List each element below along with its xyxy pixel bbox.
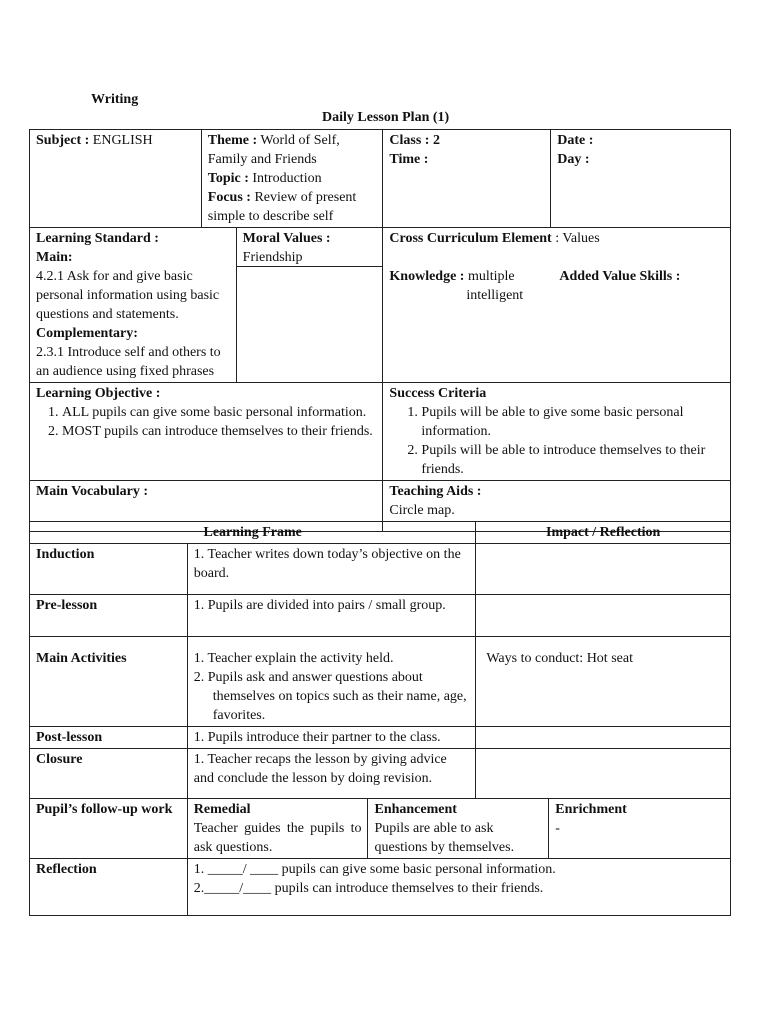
cce-value: : Values — [555, 231, 600, 246]
prelesson-text: 1. Pupils are divided into pairs / small group. — [187, 595, 476, 637]
main-standard-text: 4.2.1 Ask for and give basic personal information using basic questions and statements. — [36, 269, 220, 322]
main-vocabulary-label: Main Vocabulary : — [36, 484, 149, 499]
remedial-label: Remedial — [193, 802, 251, 817]
knowledge-value: multiple — [467, 269, 515, 284]
focus-label: Focus : — [207, 190, 251, 205]
knowledge-label: Knowledge : — [389, 269, 465, 284]
learning-objective-cell — [30, 383, 383, 481]
theme-cell — [201, 130, 383, 228]
induction-label: Induction — [30, 544, 188, 595]
induction-text: 1. Teacher writes down today’s objective on the board. — [187, 544, 476, 595]
main-activity-step: 2. Pupils ask and answer questions about — [193, 670, 423, 685]
added-value-skills-label: Added Value Skills : — [559, 269, 681, 284]
subject-label: Subject : — [36, 133, 90, 148]
theme-label: Theme : — [207, 133, 258, 148]
induction-impact — [476, 544, 731, 595]
knowledge-value-cont: intelligent — [466, 288, 524, 303]
date-label: Date : — [557, 133, 594, 148]
day-label: Day : — [557, 152, 590, 167]
learning-objective-label: Learning Objective : — [36, 386, 161, 401]
criteria-item: 2. Pupils will be able to introduce themselves to their friends. — [421, 441, 724, 479]
subject-cell — [30, 130, 202, 228]
main-standard-label: Main: — [36, 250, 73, 265]
teaching-aids-label: Teaching Aids : — [389, 484, 482, 499]
closure-label: Closure — [30, 749, 188, 799]
time-label: Time : — [389, 152, 429, 167]
document-title: Daily Lesson Plan (1) — [322, 110, 450, 125]
enrichment-label: Enrichment — [555, 802, 627, 817]
class-time-cell — [383, 130, 551, 228]
post-lesson-text: 1. Pupils introduce their partner to the class. — [187, 727, 476, 749]
remedial-cell — [187, 799, 368, 859]
lesson-info-table — [29, 129, 731, 532]
prelesson-label: Pre-lesson — [30, 595, 188, 637]
teaching-aids-text: Circle map. — [389, 503, 455, 518]
remedial-text: Teacher guides the pupils to ask questions. — [193, 821, 362, 855]
subject-value: ENGLISH — [92, 133, 153, 148]
learning-frame-table — [29, 521, 731, 916]
topic-value: Introduction — [252, 171, 322, 186]
learning-standard-label: Learning Standard : — [36, 231, 159, 246]
enhancement-label: Enhancement — [374, 802, 457, 817]
section-label: Writing — [91, 92, 139, 107]
cce-label: Cross Curriculum Element — [389, 231, 552, 246]
main-activity-step-cont: themselves on topics such as their name, age, favorites. — [212, 689, 467, 723]
main-activities-cell — [187, 637, 476, 727]
objective-item: 2. MOST pupils can introduce themselves to their friends. — [62, 422, 376, 441]
enhancement-text: Pupils are able to ask questions by themselves. — [374, 821, 515, 855]
closure-impact — [476, 749, 731, 799]
main-activity-step: 1. Teacher explain the activity held. — [193, 651, 394, 666]
moral-values-label: Moral Values : — [242, 231, 331, 246]
complementary-label: Complementary: — [36, 326, 138, 341]
success-criteria-cell — [383, 383, 731, 481]
learning-frame-header: Learning Frame — [30, 522, 476, 544]
enrichment-cell — [549, 799, 731, 859]
moral-values-text: Friendship — [242, 250, 303, 265]
focus-value: Review of present simple to describe self — [207, 190, 357, 224]
followup-label: Pupil’s follow-up work — [30, 799, 188, 859]
reflection-line: 1. _____/ ____ pupils can give some basic personal information. — [193, 862, 556, 877]
closure-text: 1. Teacher recaps the lesson by giving advice and conclude the lesson by doing revision. — [187, 749, 476, 799]
enhancement-cell — [368, 799, 549, 859]
success-criteria-label: Success Criteria — [389, 386, 487, 401]
main-activities-impact: Ways to conduct: Hot seat — [476, 637, 731, 727]
theme-value: World of Self, Family and Friends — [207, 133, 340, 167]
main-activities-label: Main Activities — [30, 637, 188, 727]
class-label: Class : 2 — [389, 133, 440, 148]
complementary-text: 2.3.1 Introduce self and others to an audience using fixed phrases — [36, 345, 221, 379]
reflection-label: Reflection — [30, 859, 188, 916]
objective-item: 1. ALL pupils can give some basic personal information. — [62, 403, 376, 422]
enrichment-text: - — [555, 821, 560, 836]
date-day-cell — [551, 130, 731, 228]
learning-standard-cell — [30, 228, 237, 383]
impact-reflection-header: Impact / Reflection — [476, 522, 731, 544]
post-lesson-label: Post-lesson — [30, 727, 188, 749]
reflection-line: 2._____/____ pupils can introduce themselves to their friends. — [193, 881, 544, 896]
cross-curriculum-cell — [383, 228, 731, 383]
reflection-cell — [187, 859, 730, 916]
topic-label: Topic : — [207, 171, 249, 186]
moral-values-cell — [236, 228, 383, 383]
prelesson-impact — [476, 595, 731, 637]
post-lesson-impact — [476, 727, 731, 749]
criteria-item: 1. Pupils will be able to give some basic personal information. — [421, 403, 724, 441]
